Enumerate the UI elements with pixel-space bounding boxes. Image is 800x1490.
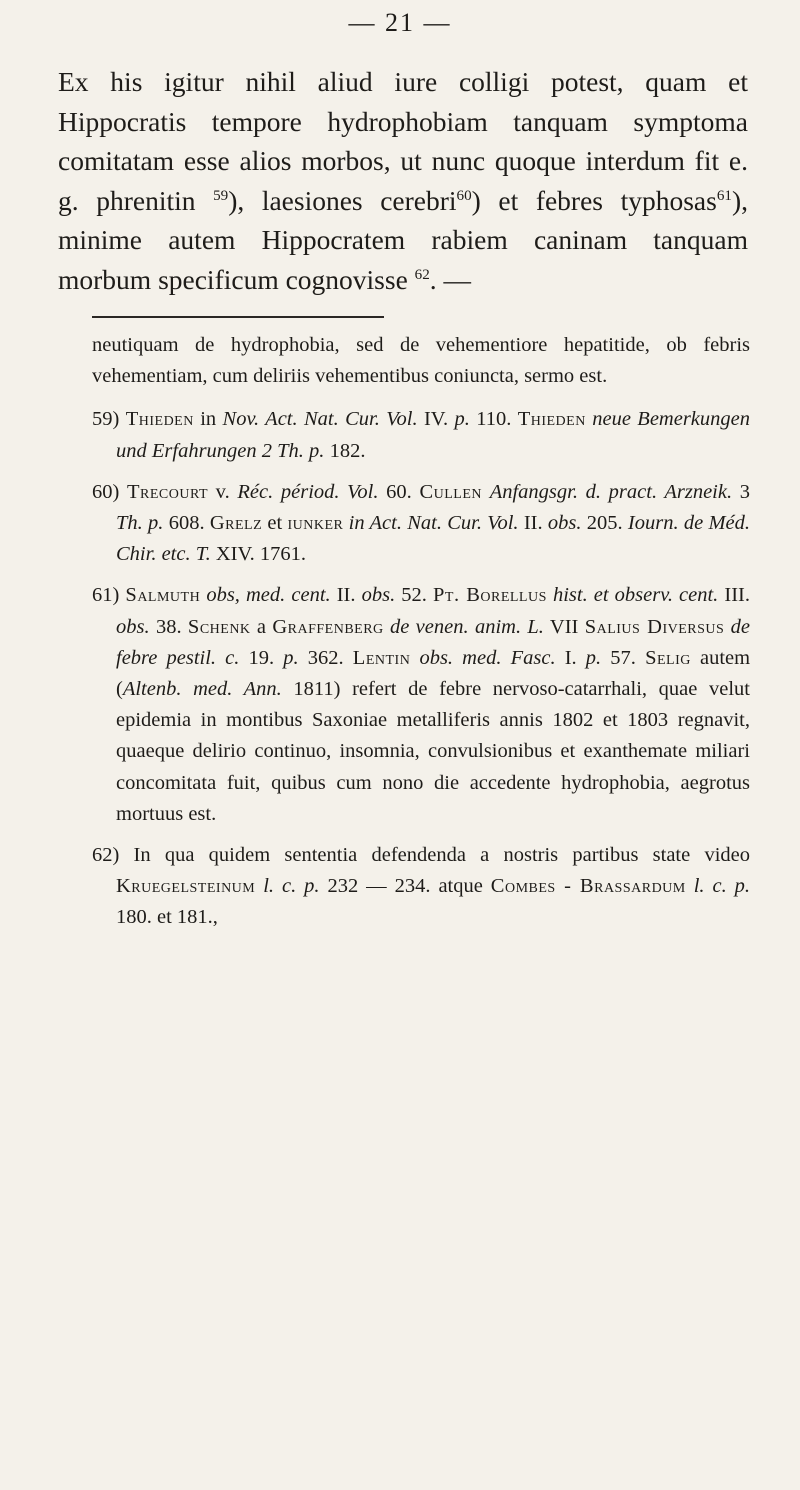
footnote-62: 62) In qua quidem sententia defendenda a nostris partibus state video Kruegelsteinum l. c. p. 232 — 234. atque Combes - Brassardum l. c. p. 180. et 181., [92, 844, 751, 929]
footnotes [92, 330, 750, 944]
footnote-59: 59) Thieden in Nov. Act. Nat. Cur. Vol. IV. p. 110. Thieden neue Bemerkungen und Erfahrungen 2 Th. p. 182. [92, 408, 750, 462]
footnote-60: 60) Trecourt v. Réc. périod. Vol. 60. Cullen Anfangsgr. d. pract. Arzneik. 3 Th. p. 608. Grelz et iunker in Act. Nat. Cur. Vol. II. obs. 205. Iourn. de Méd. Chir. etc. T. XIV. 1761. [92, 480, 751, 566]
page-number: — 21 — [348, 8, 452, 37]
footnote-61: 61) Salmuth obs, med. cent. II. obs. 52. Pt. Borellus hist. et observ. cent. III. obs. 38. Schenk a Graffenberg de venen. anim. L. VII Salius Diversus de febre pestil. c. 19. p. 362. Lentin obs. med. Fasc. I. p. 57. Selig autem (Altenb. med. Ann. 1811) refert de febre nervoso-catarrhali, quae velut epidemia in montibus Saxoniae metalliferis annis 1802 et 1803 regnavit, quaeque delirio continuo, insomnia, convulsionibus et exanthemate miliari concomitata fuit, quibus cum nono die accedente hydrophobia, aegrotus mortuus est. [92, 584, 751, 825]
main-paragraph: Ex his igitur nihil aliud iure colligi potest, quam et Hippocratis tempore hydrophobiam tanquam symptoma comitatam esse alios morbos, ut nunc quoque interdum fit e. g. phrenitin $^{59}$), laesiones cerebri$^{60}$) et febres typhosas$^{61}$), minime autem Hippocratem rabiem caninam tanquam morbum specificum cognovisse $^{62}$. — [58, 66, 748, 295]
footnote-separator [92, 316, 384, 318]
footnote-continuation: neutiquam de hydrophobia, sed de vehementiore hepatitide, ob febris vehementiam, cum deliriis vehementibus coniuncta, sermo est. [92, 334, 750, 388]
